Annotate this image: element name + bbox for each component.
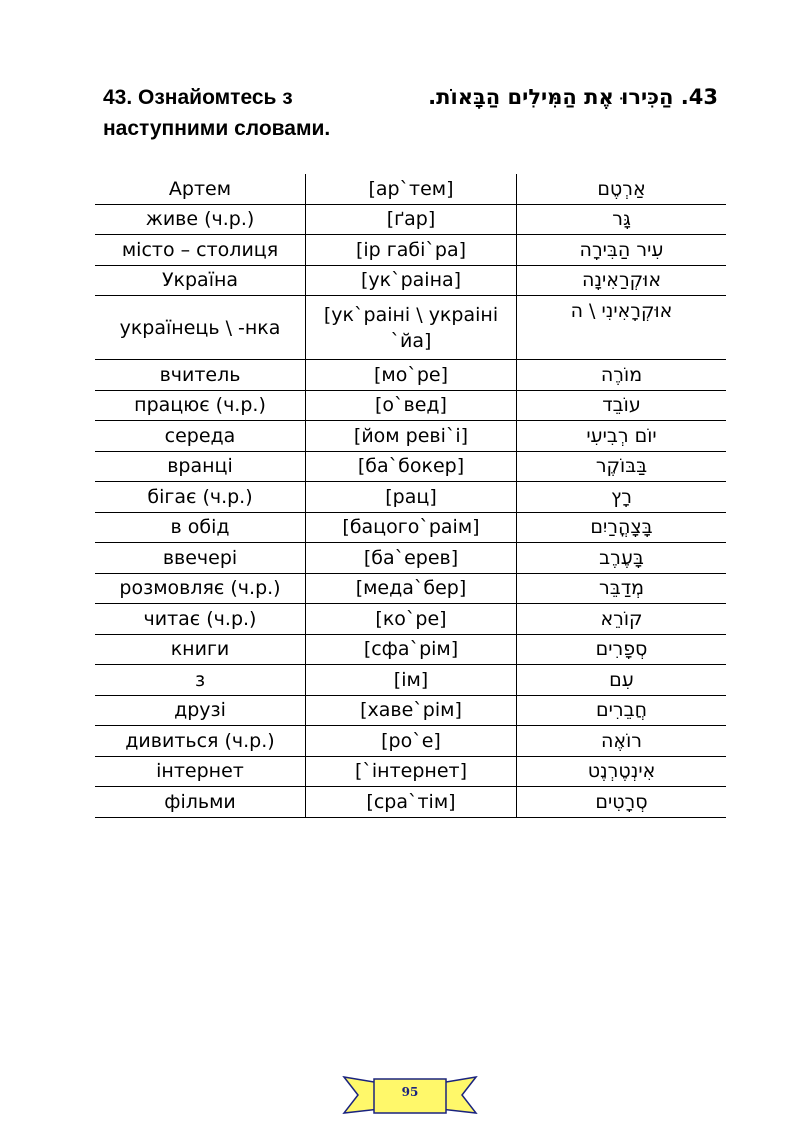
- table-row: [95, 634, 726, 665]
- table-row: [95, 235, 726, 266]
- table-row: [95, 604, 726, 635]
- transcription: [ко`ре]: [306, 604, 517, 635]
- transcription: [ґар]: [306, 204, 517, 235]
- hebrew-word: חֲבֵרִים: [517, 695, 727, 726]
- table-row: [95, 573, 726, 604]
- table-row: [95, 482, 726, 513]
- hebrew-word: רָץ: [517, 482, 727, 513]
- hebrew-word: יוֹם רְבִיעִי: [517, 421, 727, 452]
- ukrainian-word: вчитель: [95, 360, 306, 391]
- ukrainian-word: читає (ч.р.): [95, 604, 306, 635]
- table-row: [95, 204, 726, 235]
- transcription: [ба`ерев]: [306, 543, 517, 574]
- transcription: [сра`тім]: [306, 787, 517, 818]
- table-row: [95, 265, 726, 296]
- ukrainian-word: Артем: [95, 174, 306, 204]
- ukrainian-word: інтернет: [95, 756, 306, 787]
- table-row: [95, 665, 726, 696]
- hebrew-word: מוֹרֶה: [517, 360, 727, 391]
- hebrew-word: אוּקְרַאִינָה: [517, 265, 727, 296]
- transcription: [ір габі`ра]: [306, 235, 517, 266]
- ukrainian-word: книги: [95, 634, 306, 665]
- table-row: [95, 512, 726, 543]
- table-row: [95, 543, 726, 574]
- table-row: [95, 695, 726, 726]
- table-row: [95, 360, 726, 391]
- hebrew-word: אוּקְרָאִינִי \ ה: [517, 296, 727, 360]
- transcription: [о`вед]: [306, 390, 517, 421]
- transcription: [ім]: [306, 665, 517, 696]
- ukrainian-word: дивиться (ч.р.): [95, 726, 306, 757]
- transcription: [бацого`раім]: [306, 512, 517, 543]
- hebrew-word: אַרְטֶם: [517, 174, 727, 204]
- ukrainian-word: розмовляє (ч.р.): [95, 573, 306, 604]
- table-row: [95, 756, 726, 787]
- transcription: [ар`тем]: [306, 174, 517, 204]
- hebrew-word: רוֹאֶה: [517, 726, 727, 757]
- table-row: [95, 451, 726, 482]
- transcription: [ро`е]: [306, 726, 517, 757]
- hebrew-word: בָּצָהֳרַיִם: [517, 512, 727, 543]
- hebrew-word: בָּעֶרֶב: [517, 543, 727, 574]
- transcription: [хаве`рім]: [306, 695, 517, 726]
- table-row: [95, 390, 726, 421]
- ukrainian-word: українець \ -нка: [95, 296, 306, 360]
- transcription: [сфа`рім]: [306, 634, 517, 665]
- ukrainian-word: живе (ч.р.): [95, 204, 306, 235]
- ukrainian-word: вранці: [95, 451, 306, 482]
- table-row: [95, 421, 726, 452]
- transcription: [йом реві`і]: [306, 421, 517, 452]
- transcription: [ук`раіні \ украіні `йа]: [306, 296, 517, 360]
- hebrew-word: עִיר הַבִּירָה: [517, 235, 727, 266]
- hebrew-word: אִינְטֶרְנֶט: [517, 756, 727, 787]
- ukrainian-word: з: [95, 665, 306, 696]
- transcription: [мо`ре]: [306, 360, 517, 391]
- transcription: [`інтернет]: [306, 756, 517, 787]
- table-row: [95, 296, 726, 360]
- transcription: [меда`бер]: [306, 573, 517, 604]
- page-number: 95: [401, 1085, 419, 1099]
- table-row: [95, 726, 726, 757]
- transcription: [ба`бокер]: [306, 451, 517, 482]
- hebrew-word: קוֹרֵא: [517, 604, 727, 635]
- hebrew-word: סְרָטִים: [517, 787, 727, 818]
- exercise-title-hebrew: 43. הַכִּירוּ אֶת הַמִּילִים הַבָּאוֹת.: [428, 85, 718, 109]
- hebrew-word: מְדַבֵּר: [517, 573, 727, 604]
- table-row: [95, 787, 726, 818]
- exercise-title-ukrainian: 43. Ознайомтесь з наступними словами.: [103, 86, 331, 140]
- hebrew-word: גָּר: [517, 204, 727, 235]
- hebrew-word: בַּבּוֹקֶר: [517, 451, 727, 482]
- transcription: [рац]: [306, 482, 517, 513]
- ukrainian-word: друзі: [95, 695, 306, 726]
- page-number-ribbon: [340, 1071, 480, 1119]
- hebrew-word: עוֹבֵד: [517, 390, 727, 421]
- ukrainian-word: фільми: [95, 787, 306, 818]
- table-row: [95, 174, 726, 204]
- ukrainian-word: середа: [95, 421, 306, 452]
- ukrainian-word: бігає (ч.р.): [95, 482, 306, 513]
- transcription: [ук`раіна]: [306, 265, 517, 296]
- ukrainian-word: в обід: [95, 512, 306, 543]
- vocabulary-table: [95, 174, 724, 818]
- ukrainian-word: працює (ч.р.): [95, 390, 306, 421]
- hebrew-word: סְפָרִים: [517, 634, 727, 665]
- ukrainian-word: Україна: [95, 265, 306, 296]
- hebrew-word: עִם: [517, 665, 727, 696]
- ukrainian-word: місто – столиця: [95, 235, 306, 266]
- ukrainian-word: ввечері: [95, 543, 306, 574]
